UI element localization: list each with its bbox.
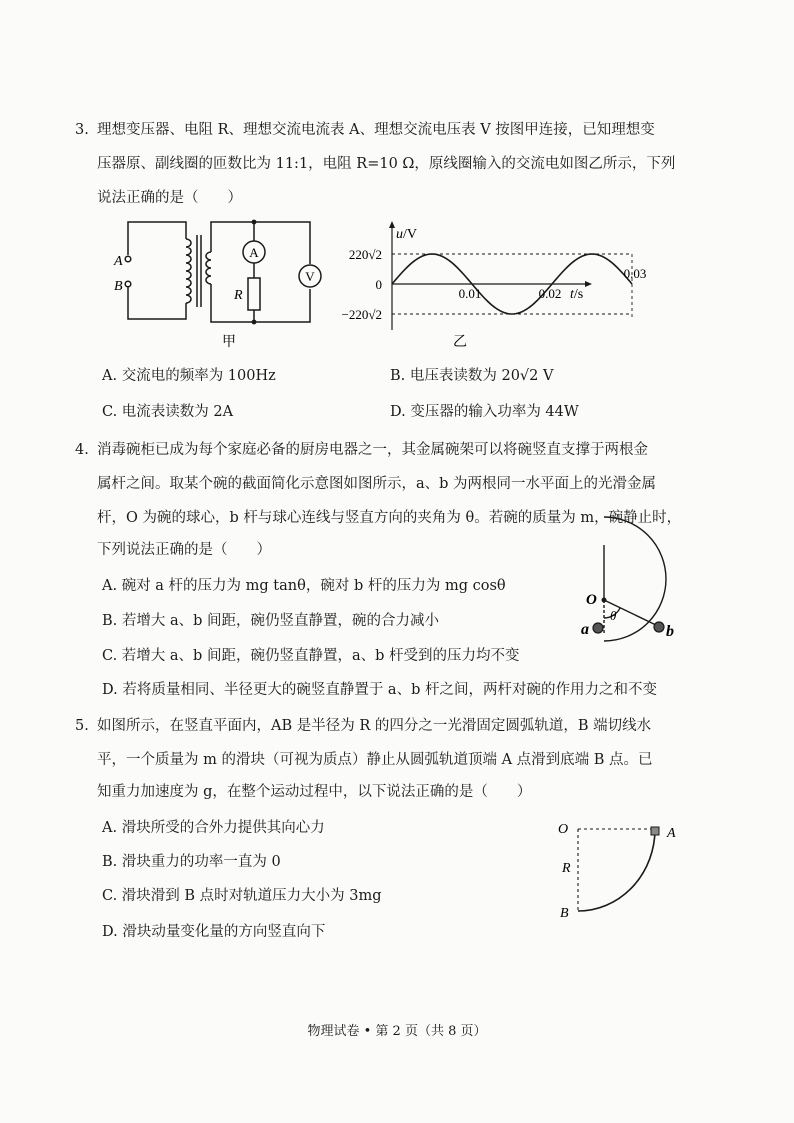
y-tick-label-zero: 0 [375, 277, 382, 292]
terminal-b-label: B [114, 279, 123, 294]
question-number: 5. [75, 718, 89, 734]
option-a[interactable]: A. 碗对 a 杆的压力为 mg tanθ，碗对 b 杆的压力为 mg cosθ [102, 578, 506, 594]
voltmeter-label: V [305, 269, 315, 284]
question-text-line: 消毒碗柜已成为每个家庭必备的厨房电器之一，其金属碗架可以将碗竖直支撑于两根金 [97, 442, 648, 458]
question-number: 4. [75, 442, 89, 458]
option-b[interactable]: B. 电压表读数为 20√2 V [390, 368, 554, 384]
circuit-diagram-jia [110, 212, 335, 352]
question-text-line: 知重力加速度为 g，在整个运动过程中，以下说法正确的是（ ） [97, 784, 532, 800]
option-c[interactable]: C. 电流表读数为 2A [102, 404, 234, 420]
x-tick-label: 0.03 [623, 266, 647, 281]
option-d[interactable]: D. 滑块动量变化量的方向竖直向下 [102, 924, 326, 940]
figure-label-jia: 甲 [222, 335, 236, 350]
question-text-line: 如图所示，在竖直平面内，AB 是半径为 R 的四分之一光滑固定圆弧轨道，B 端切线水 [97, 718, 652, 734]
bowl-diagram [580, 540, 690, 650]
ammeter-label: A [249, 245, 259, 260]
question-text-line: 下列说法正确的是（ ） [97, 542, 271, 558]
point-a-label: A [667, 826, 676, 841]
arc-track-diagram [550, 815, 690, 925]
question-text-line: 平，一个质量为 m 的滑块（可视为质点）静止从圆弧轨道顶端 A 点滑到底端 B 点。已 [97, 752, 653, 768]
option-a[interactable]: A. 交流电的频率为 100Hz [102, 368, 276, 384]
y-tick-label-negative: −220√2 [341, 307, 382, 322]
option-d[interactable]: D. 变压器的输入功率为 44W [390, 404, 579, 420]
center-o-label: O [558, 822, 569, 837]
x-tick-label: 0.02 [538, 286, 562, 301]
rod-a-label: a [581, 621, 589, 638]
voltage-time-chart [330, 218, 647, 353]
radius-label: R [562, 861, 571, 876]
option-b[interactable]: B. 若增大 a、b 间距，碗仍竖直静置，碗的合力减小 [102, 613, 440, 629]
option-c[interactable]: C. 滑块滑到 B 点时对轨道压力大小为 3mg [102, 888, 382, 904]
question-text-line: 压器原、副线圈的匝数比为 11:1，电阻 R=10 Ω，原线圈输入的交流电如图乙所示，下列 [97, 156, 676, 172]
x-axis-label: t/s [570, 287, 584, 302]
option-a[interactable]: A. 滑块所受的合外力提供其向心力 [102, 820, 325, 836]
option-c[interactable]: C. 若增大 a、b 间距，碗仍竖直静置，a、b 杆受到的压力均不变 [102, 648, 520, 664]
question-text-line: 理想变压器、电阻 R、理想交流电流表 A、理想交流电压表 V 按图甲连接，已知理想变 [97, 122, 655, 138]
terminal-a-label: A [114, 254, 123, 269]
question-number: 3. [75, 122, 89, 138]
y-axis-label: u/V [396, 227, 417, 242]
page-footer: 物理试卷 • 第 2 页（共 8 页） [307, 1024, 487, 1039]
theta-label: θ [610, 608, 617, 623]
x-tick-label: 0.01 [458, 286, 482, 301]
y-tick-label-positive: 220√2 [348, 247, 382, 262]
resistor-label: R [234, 288, 243, 303]
question-text-line: 说法正确的是（ ） [97, 190, 242, 206]
rod-b-label: b [666, 623, 674, 640]
option-d[interactable]: D. 若将质量相同、半径更大的碗竖直静置于 a、b 杆之间，两杆对碗的作用力之和不变 [102, 682, 657, 698]
question-text-line: 杆，O 为碗的球心，b 杆与球心连线与竖直方向的夹角为 θ。若碗的质量为 m，碗静止时， [97, 510, 682, 526]
figure-label-yi: 乙 [453, 335, 467, 350]
option-b[interactable]: B. 滑块重力的功率一直为 0 [102, 854, 281, 870]
question-text-line: 属杆之间。取某个碗的截面简化示意图如图所示，a、b 为两根同一水平面上的光滑金属 [97, 476, 657, 492]
point-b-label: B [560, 906, 569, 921]
bowl-center-label: O [586, 592, 597, 608]
